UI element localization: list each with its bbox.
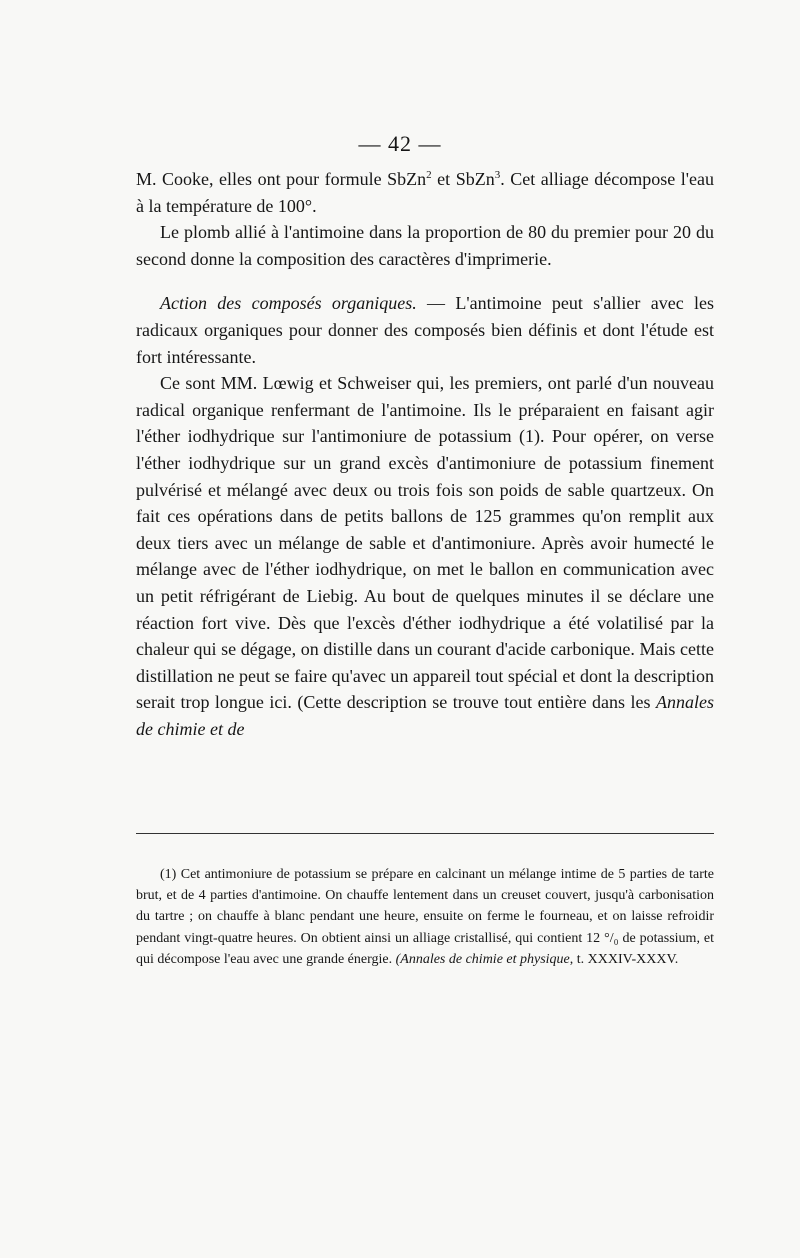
paragraph-1-text-c: . Cet alliage décompose l'eau à la température de 100°. bbox=[136, 169, 715, 216]
footnote-citation: (Annales de chimie et physique bbox=[395, 951, 570, 967]
body-text bbox=[136, 166, 714, 742]
paragraph-3-text: — L'antimoine peut s'allier avec les radicaux organiques pour donner des composés bien définis et dont l'étude est fort intéressante. bbox=[136, 293, 714, 367]
superscript-3: 3 bbox=[494, 169, 501, 181]
footnote-reference: (1) bbox=[519, 426, 541, 447]
section-heading: Action des composés organiques. bbox=[160, 293, 417, 314]
page-number: — 42 — bbox=[358, 131, 442, 156]
paragraph-4-italic-tail: Annales de chimie et de bbox=[136, 692, 714, 739]
superscript-2: 2 bbox=[426, 169, 432, 181]
paragraph-4-text-a: Ce sont MM. Lœwig et Schweiser qui, les premiers, ont parlé d'un nouveau radical organique renfermant de l'antimoine. Ils le préparaient en faisant agir l'éther iodhydrique sur l'antimoniure de potassium bbox=[136, 373, 714, 447]
footnote-percent: °/₀ bbox=[604, 930, 619, 946]
footnote-text-c: , t. XXXIV-XXXV. bbox=[569, 951, 679, 967]
footnote-divider bbox=[136, 833, 714, 834]
footnote-text-a: (1) Cet antimoniure de potassium se prépare en calcinant un mélange intime de 5 parties de tarte brut, et de 4 parties d'antimoine. On chauffe lentement dans un creuset couvert, jusqu'à carbonisation du tartre ; on chauffe à blanc pendant une heure, ensuite on ferme le fourneau, et on laisse refroidir pendant vingt-quatre heures. On obtient ainsi un alliage cristallisé, qui contient 12 bbox=[136, 867, 714, 946]
footnote bbox=[136, 864, 714, 970]
footnote-text-b: de potassium, et qui décompose l'eau avec une grande énergie. bbox=[136, 930, 714, 967]
paragraph-2-text: Le plomb allié à l'antimoine dans la proportion de 80 du premier pour 20 du second donne la composition des caractères d'imprimerie. bbox=[136, 222, 714, 269]
paragraph-1-text-a: M. Cooke, elles ont pour formule SbZn bbox=[136, 169, 427, 189]
paragraph-1 bbox=[136, 166, 714, 219]
paragraph-4 bbox=[136, 370, 714, 742]
paragraph-2 bbox=[136, 219, 714, 272]
paragraph-3 bbox=[136, 290, 714, 370]
paragraph-1-text-b: et SbZn bbox=[431, 169, 495, 189]
paragraph-4-text-b: . Pour opérer, on verse l'éther iodhydrique sur un grand excès d'antimoniure de potassium finement pulvérisé et mélangé avec deux ou trois fois son poids de sable quartzeux. On fait ces opérations dans de petits ballons de 125 grammes qu'on remplit aux deux tiers avec un mélange de sable et d'antimoniure. Après avoir humecté le mélange avec de l'éther iodhydrique, on met le ballon en communication avec un petit réfrigérant de Liebig. Au bout de quelques minutes il se déclare une réaction fort vive. Dès que l'excès d'éther iodhydrique a été volatilisé par la chaleur qui se dégage, on distille dans un courant d'acide carbonique. Mais cette distillation ne peut se faire qu'avec un appareil tout spécial et dont la description serait trop longue ici. (Cette description se trouve tout entière dans les bbox=[136, 426, 714, 713]
